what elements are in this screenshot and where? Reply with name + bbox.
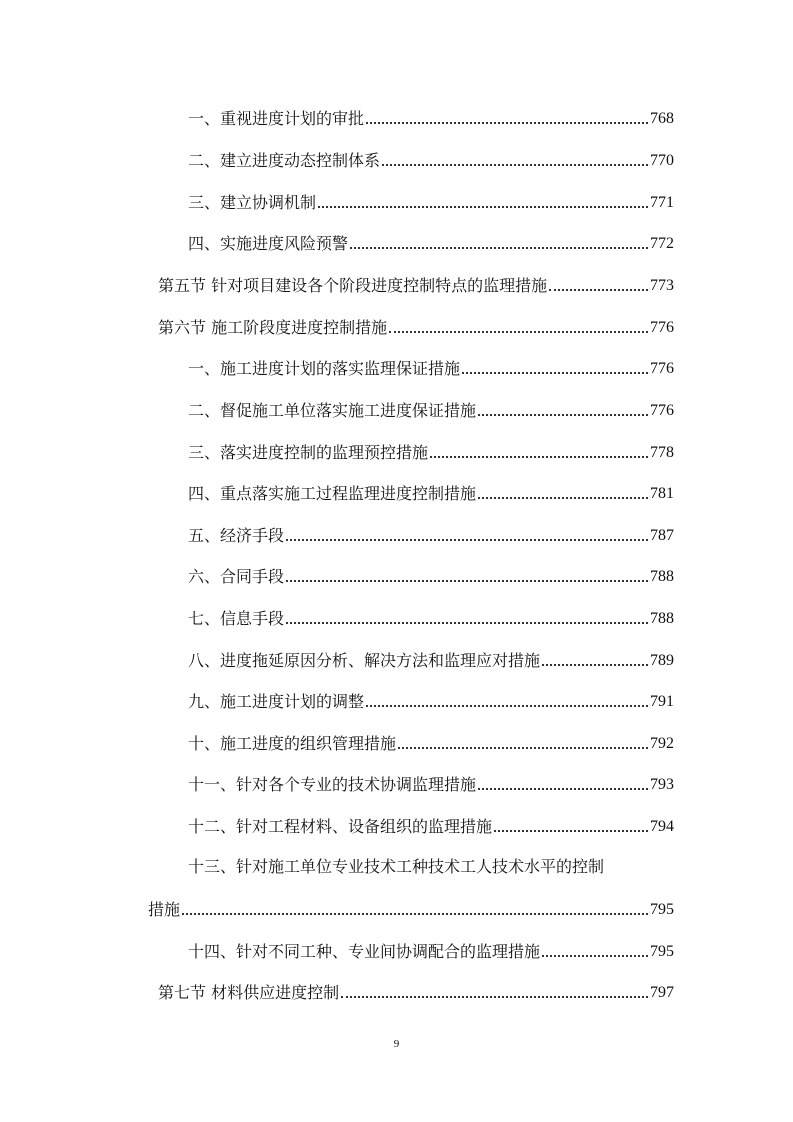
page-number: 9 <box>393 1038 400 1050</box>
toc-entry-label: 第六节 施工阶段度进度控制措施 <box>158 318 388 337</box>
toc-entry-label: 一、重视进度计划的审批 <box>188 109 365 128</box>
toc-entry-page: 770 <box>650 152 674 169</box>
toc-entry-page: 772 <box>650 235 674 252</box>
toc-entry-label: 六、合同手段 <box>188 567 285 586</box>
dot-leader <box>286 580 648 582</box>
toc-entry[interactable] <box>188 814 674 838</box>
dot-leader <box>549 289 648 291</box>
toc-entry-page: 788 <box>650 568 674 585</box>
toc-entry-label: 三、落实进度控制的监理预控措施 <box>188 443 429 462</box>
dot-leader <box>478 788 648 790</box>
toc-entry[interactable] <box>188 606 674 630</box>
toc-entry-label: 措施 <box>148 900 181 919</box>
dot-leader <box>398 747 648 749</box>
toc-entry-label: 七、信息手段 <box>188 609 285 628</box>
dot-leader <box>430 456 648 458</box>
toc-entry[interactable] <box>188 356 674 380</box>
toc-entry-page: 778 <box>650 444 674 461</box>
toc-entry-page: 795 <box>650 943 674 960</box>
toc-entry-label: 第七节 材料供应进度控制 <box>158 983 340 1002</box>
toc-entry-label: 十二、针对工程材料、设备组织的监理措施 <box>188 817 493 836</box>
toc-entry-page: 789 <box>650 652 674 669</box>
toc-entry-label: 四、重点落实施工过程监理进度控制措施 <box>188 484 477 503</box>
toc-entry-section[interactable] <box>158 315 674 339</box>
toc-entry[interactable] <box>188 939 674 963</box>
toc-entry-section[interactable] <box>158 273 674 297</box>
toc-entry-label-wrapped[interactable]: 十三、针对施工单位专业技术工种技术工人技术水平的控制 <box>188 857 605 876</box>
dot-leader <box>462 372 648 374</box>
toc-entry-page: 787 <box>650 527 674 544</box>
toc-entry[interactable] <box>188 440 674 464</box>
toc-entry-page: 794 <box>650 818 674 835</box>
toc-entry[interactable] <box>188 231 674 255</box>
toc-entry-page: 795 <box>650 901 674 918</box>
toc-entry-label: 第五节 针对项目建设各个阶段进度控制特点的监理措施 <box>158 276 548 295</box>
toc-entry-label: 十四、针对不同工种、专业间协调配合的监理措施 <box>188 942 541 961</box>
dot-leader <box>389 331 648 333</box>
dot-leader <box>542 664 648 666</box>
toc-entry-continuation[interactable] <box>148 897 674 921</box>
dot-leader <box>382 164 648 166</box>
toc-entry[interactable] <box>188 481 674 505</box>
toc-entry-label: 十、施工进度的组织管理措施 <box>188 734 397 753</box>
dot-leader <box>366 705 648 707</box>
toc-entry-page: 793 <box>650 776 674 793</box>
toc-entry-label: 二、督促施工单位落实施工进度保证措施 <box>188 401 477 420</box>
toc-entry[interactable] <box>188 772 674 796</box>
toc-entry-label: 四、实施进度风险预警 <box>188 234 349 253</box>
toc-entry-page: 776 <box>650 402 674 419</box>
toc-entry-page: 776 <box>650 319 674 336</box>
dot-leader <box>182 913 648 915</box>
toc-entry-section[interactable] <box>158 980 674 1004</box>
toc-entry-label: 八、进度拖延原因分析、解决方法和监理应对措施 <box>188 651 541 670</box>
toc-entry-page: 788 <box>650 610 674 627</box>
dot-leader <box>286 622 648 624</box>
toc-entry-page: 797 <box>650 984 674 1001</box>
toc-entry-page: 771 <box>650 194 674 211</box>
dot-leader <box>286 539 648 541</box>
toc-entry-label: 五、经济手段 <box>188 526 285 545</box>
toc-entry[interactable] <box>188 523 674 547</box>
toc-entry-page: 776 <box>650 360 674 377</box>
toc-entry-page: 781 <box>650 485 674 502</box>
toc-entry-page: 791 <box>650 693 674 710</box>
dot-leader <box>542 955 648 957</box>
toc-entry[interactable] <box>188 398 674 422</box>
dot-leader <box>478 414 648 416</box>
dot-leader <box>366 122 648 124</box>
toc-entry-page: 773 <box>650 277 674 294</box>
toc-entry[interactable] <box>188 148 674 172</box>
dot-leader <box>341 996 648 998</box>
toc-entry[interactable] <box>188 689 674 713</box>
dot-leader <box>478 497 648 499</box>
toc-entry-label: 九、施工进度计划的调整 <box>188 692 365 711</box>
toc-entry[interactable] <box>188 564 674 588</box>
dot-leader <box>350 247 648 249</box>
toc-entry[interactable] <box>188 190 674 214</box>
dot-leader <box>318 206 648 208</box>
toc-entry-label: 一、施工进度计划的落实监理保证措施 <box>188 359 461 378</box>
dot-leader <box>494 830 648 832</box>
toc-entry[interactable] <box>188 106 674 130</box>
toc-entry-page: 792 <box>650 735 674 752</box>
toc-entry[interactable] <box>188 648 674 672</box>
toc-entry[interactable] <box>188 731 674 755</box>
toc-entry-label: 十一、针对各个专业的技术协调监理措施 <box>188 775 477 794</box>
toc-entry-label: 三、建立协调机制 <box>188 193 317 212</box>
toc-entry-page: 768 <box>650 110 674 127</box>
toc-entry-label: 二、建立进度动态控制体系 <box>188 151 381 170</box>
